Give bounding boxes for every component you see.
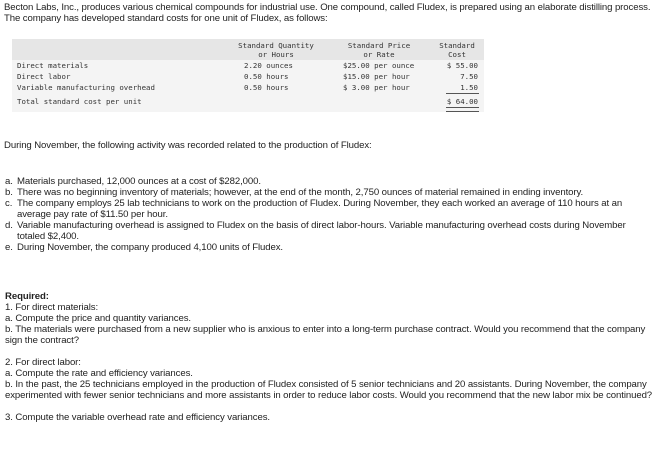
list-item: b. There was no beginning inventory of materials; however, at the end of the month, 2,750 ounces of material remained in ending inventory. (5, 187, 584, 198)
row-cost-variable-overhead: 1.50 (460, 83, 478, 92)
row-quantity-direct-labor: 0.50 hours (244, 72, 289, 81)
header-standard-price: Standard Price or Rate (347, 41, 411, 60)
required-section (5, 291, 653, 423)
subtotal-rule (446, 93, 479, 94)
row-label-variable-overhead: Variable manufacturing overhead (17, 83, 155, 92)
spacer (5, 346, 653, 357)
standard-cost-table (12, 39, 484, 112)
row-price-direct-labor: $15.00 per hour (343, 72, 410, 81)
row-label-direct-materials: Direct materials (17, 61, 89, 70)
list-item: c. The company employs 25 lab technicians to work on the production of Fludex. During November, they each worked an average of 110 hours at an average pay rate of $11.50 per hour. (5, 198, 623, 220)
row-price-variable-overhead: $ 3.00 per hour (343, 83, 410, 92)
part3-title: 3. Compute the variable overhead rate and efficiency variances. (5, 412, 270, 423)
part1-a: a. Compute the price and quantity variances. (5, 313, 191, 324)
row-quantity-direct-materials: 2.20 ounces (244, 61, 293, 70)
row-quantity-variable-overhead: 0.50 hours (244, 83, 289, 92)
row-label-total: Total standard cost per unit (17, 97, 142, 106)
spacer (5, 401, 653, 412)
part1-b: b. The materials were purchased from a new supplier who is anxious to enter into a long-term purchase contract. Would you recommend that the company sign the contract? (5, 324, 646, 346)
total-double-rule (446, 107, 479, 112)
activity-lead-in: During November, the following activity was recorded related to the production of Fludex: (4, 140, 372, 151)
list-item: e. During November, the company produced 4,100 units of Fludex. (5, 242, 283, 253)
part2-title: 2. For direct labor: (5, 357, 81, 368)
part2-a: a. Compute the rate and efficiency variances. (5, 368, 193, 379)
header-standard-cost: Standard Cost (439, 41, 475, 60)
required-heading: Required: (5, 291, 49, 302)
activity-list (5, 176, 653, 253)
part2-b: b. In the past, the 25 technicians employed in the production of Fludex consisted of 5 senior technicians and 20 assistants. During November, the company experimented with fewer senior technicians and more assistants in order to reduce labor costs. Would you recommend that the new labor mix be continued? (5, 379, 653, 401)
list-item: d. Variable manufacturing overhead is assigned to Fludex on the basis of direct labor-hours. Variable manufacturing overhead costs during November totaled $2,400. (5, 220, 626, 242)
row-cost-direct-materials: $ 55.00 (446, 61, 478, 70)
part1-title: 1. For direct materials: (5, 302, 99, 313)
row-label-direct-labor: Direct labor (17, 72, 71, 81)
problem-intro: Becton Labs, Inc., produces various chemical compounds for industrial use. One compound, called Fludex, is prepared using an elaborate distilling process. The company has developed standard costs for one unit of Fludex, as follows: (4, 2, 651, 24)
header-standard-quantity: Standard Quantity or Hours (238, 41, 314, 60)
row-price-direct-materials: $25.00 per ounce (343, 61, 415, 70)
row-cost-direct-labor: 7.50 (460, 72, 478, 81)
row-cost-total: $ 64.00 (446, 97, 478, 106)
list-item: a. Materials purchased, 12,000 ounces at a cost of $282,000. (5, 176, 261, 187)
